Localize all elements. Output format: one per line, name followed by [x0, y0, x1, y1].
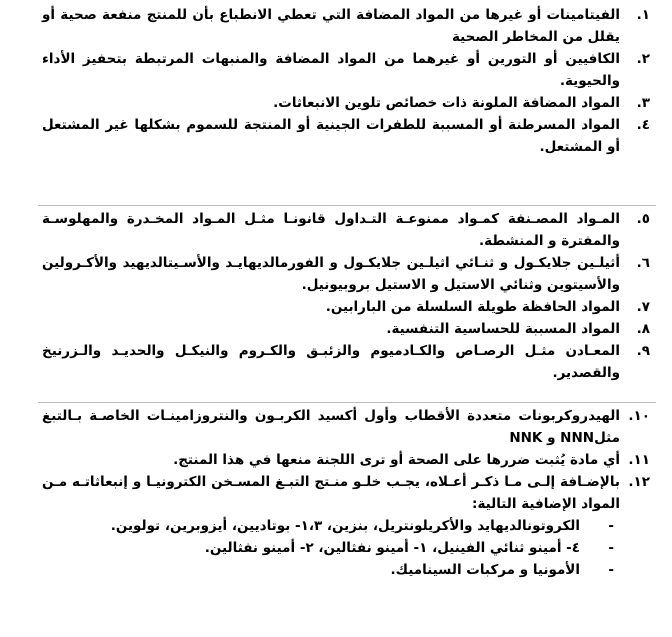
item-number: ٢. [636, 51, 650, 67]
sub-item-text: ٤- أمينو ثنائي الفينيل، ١- أمينو نفثالين، ٢- أمينو نفثالين. [204, 540, 580, 556]
bullet-dash: - [608, 518, 614, 534]
item-group-3 [38, 402, 656, 637]
sub-list-item [42, 515, 650, 537]
list-item [42, 92, 650, 114]
item-text: أثيلـين جلايكـول و ثنـائي اثيلـين جلايكـول و الفورمالديهايـد والأسـيتالديهيد والأكـرولين والأسيتوين وثنائي الاستيل و الاستيل بروبيونيل. [42, 255, 620, 293]
item-number: ٧. [636, 299, 650, 315]
item-text: المـواد المصـنفة كمـواد ممنوعـة التـداول قانونـا مثـل المـواد المخـدرة والمهلوسـة والمفترة و المنشطة. [42, 211, 620, 249]
item-text: المواد الحافظة طويلة السلسلة من البارابين. [325, 299, 620, 315]
item-number: ١. [636, 7, 650, 23]
item-text: المواد المضافة الملونة ذات خصائص تلوين الانبعاثات. [273, 95, 620, 111]
list-item [42, 114, 650, 158]
item-number: ١٠. [628, 408, 650, 424]
item-text: بالإضـافة إلـى مـا ذكـر أعـلاه، يجـب خلـو منـتج التبـغ المسـخن الكترونيـا و إنبعاثاتـه مـن المواد الإضافية التالية: [42, 474, 620, 512]
sub-list-item [42, 559, 650, 581]
item-text: الفيتامينات أو غيرها من المواد المضافة التي تعطي الانطباع بأن للمنتج منفعة صحية أو يقلل من المخاطر الصحية [42, 7, 620, 45]
list-item [42, 449, 650, 471]
sub-item-text: الكروتونالديهايد والأكريلونتريل، بنزين، ١،٣- بوتاديين، أيزوبرين، تولوين. [110, 518, 580, 534]
sub-item-text: الأمونيا و مركبات السيناميك. [390, 562, 580, 578]
list-item [42, 405, 650, 449]
list-item [42, 296, 650, 318]
item-group-2 [38, 205, 656, 399]
item-number: ٤. [636, 117, 650, 133]
bullet-dash: - [608, 562, 614, 578]
item-number: ١٢. [628, 474, 650, 490]
list-item [42, 340, 650, 384]
item-number: ٦. [636, 255, 650, 271]
bullet-dash: - [608, 540, 614, 556]
list-item [42, 208, 650, 252]
item-number: ٥. [636, 211, 650, 227]
item-text: المعـادن مثـل الرصـاص والكـادميوم والزئبـق والكـروم والنيكـل والحديـد والـزرنيخ والقصدير. [42, 343, 620, 381]
item-number: ٩. [636, 343, 650, 359]
list-item [42, 471, 650, 515]
list-item [42, 318, 650, 340]
item-text: الهيدروكربونات متعددة الأقطاب وأول أكسيد الكربـون والنتروزامينـات الخاصـة بـالتبغ مثلNNN و NNK [42, 408, 620, 446]
list-item [42, 48, 650, 92]
item-text: أي مادة يُثبت ضررها على الصحة أو ترى اللجنة منعها في هذا المنتج. [173, 452, 620, 468]
item-number: ٨. [636, 321, 650, 337]
list-item [42, 4, 650, 48]
list-item [42, 252, 650, 296]
item-number: ١١. [628, 452, 650, 468]
sub-list-item [42, 537, 650, 559]
item-number: ٣. [636, 95, 650, 111]
item-group-1 [38, 2, 656, 202]
item-text: الكافيين أو التورين أو غيرهما من المواد المضافة والمنبهات المرتبطة بتحفيز الأداء والحيوية. [42, 51, 620, 89]
item-text: المواد المسرطنة أو المسببة للطفرات الجينية أو المنتجة للسموم بشكلها غير المشتعل أو المشتعل. [42, 117, 620, 155]
item-text: المواد المسببة للحساسية التنفسية. [386, 321, 620, 337]
